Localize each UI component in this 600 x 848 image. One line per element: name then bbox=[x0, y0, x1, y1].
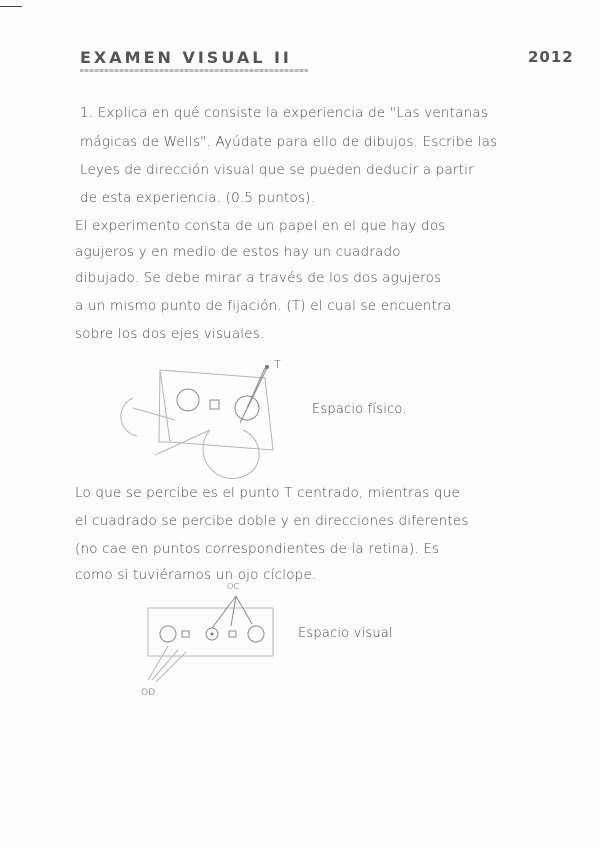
physical-space-diagram bbox=[115, 360, 290, 480]
exam-title: EXAMEN VISUAL II bbox=[80, 48, 292, 67]
eyes-label: OD bbox=[141, 688, 156, 698]
card-outline bbox=[160, 370, 273, 450]
cyclops-eye-label: OC bbox=[227, 582, 240, 591]
question-line-1: 1. Explica en qué consiste la experiencia de "Las ventanas bbox=[80, 105, 489, 121]
answer2-line-1: Lo que se percibe es el punto T centrado, mientras que bbox=[75, 485, 460, 501]
answer1-line-4: a un mismo punto de fijación. (T) el cual se encuentra bbox=[75, 298, 452, 314]
visual-space-diagram bbox=[138, 588, 283, 698]
visual-space-caption: Espacio visual bbox=[298, 626, 393, 641]
exam-year: 2012 bbox=[528, 48, 574, 66]
answer1-line-3: dibujado. Se debe mirar a través de los dos agujeros bbox=[75, 270, 442, 286]
eye-left bbox=[121, 398, 137, 436]
answer2-line-4: como si tuviéramos un ojo cíclope. bbox=[75, 567, 317, 583]
answer2-line-2: el cuadrado se percibe doble y en direcciones diferentes bbox=[75, 513, 469, 529]
eye-bottom bbox=[203, 430, 259, 478]
answer1-line-5: sobre los dos ejes visuales. bbox=[75, 326, 265, 342]
left-hole-visual bbox=[160, 626, 176, 642]
physical-space-caption: Espacio físico. bbox=[312, 402, 407, 417]
answer1-line-1: El experimento consta de un papel en el que hay dos bbox=[75, 218, 446, 234]
question-line-3: Leyes de dirección visual que se pueden deducir a partir bbox=[80, 162, 474, 178]
center-square bbox=[210, 400, 219, 409]
corner-mark bbox=[0, 6, 22, 7]
visual-axis-right bbox=[247, 368, 265, 408]
left-hole bbox=[177, 389, 199, 411]
question-line-2: mágicas de Wells". Ayúdate para ello de dibujos. Escribe las bbox=[80, 134, 498, 150]
answer1-line-2: agujeros y en medio de estos hay un cuadrado bbox=[75, 244, 401, 260]
answer2-line-3: (no cae en puntos correspondientes de la retina). Es bbox=[75, 541, 440, 557]
right-hole-visual bbox=[248, 626, 264, 642]
point-t-label: T bbox=[274, 358, 281, 371]
title-underline bbox=[80, 69, 308, 72]
question-line-4: de esta experiencia. (0.5 puntos). bbox=[80, 190, 316, 206]
